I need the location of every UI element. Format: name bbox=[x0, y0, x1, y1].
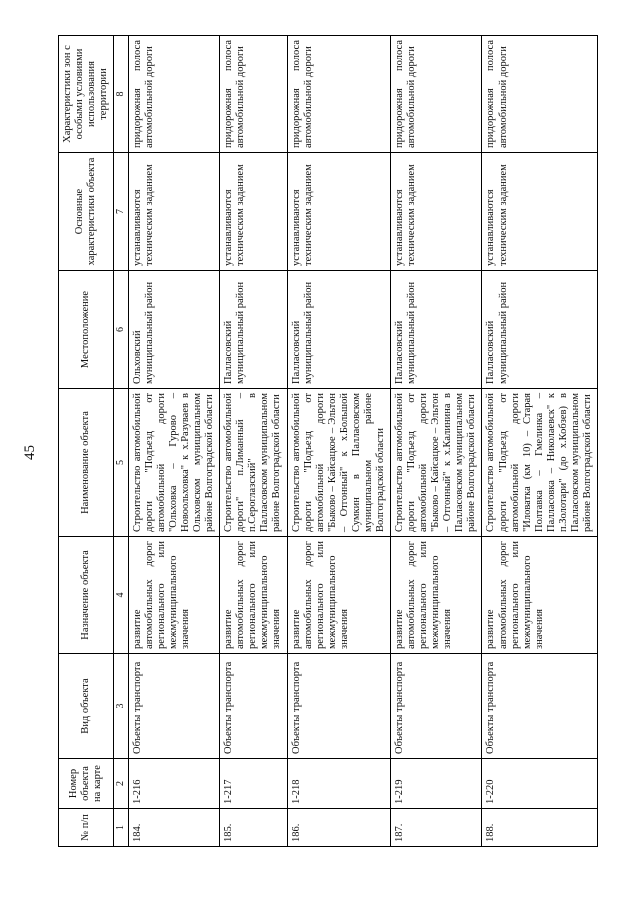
table-row bbox=[287, 36, 391, 847]
zone-characteristics: придорожная полоса автомобильной дороги bbox=[287, 36, 391, 153]
column-number: 5 bbox=[114, 389, 129, 537]
object-characteristics: устанавливаются техническим заданием bbox=[391, 153, 482, 271]
header-cell: Номер объекта на карте bbox=[59, 759, 114, 809]
column-number: 3 bbox=[114, 654, 129, 759]
object-location: Палласовский муниципальный район bbox=[287, 271, 391, 389]
table-row bbox=[391, 36, 482, 847]
column-number: 6 bbox=[114, 271, 129, 389]
table-row bbox=[128, 36, 219, 847]
object-purpose: развитие автомобильных дорог регионального или межмуниципального значения bbox=[482, 537, 598, 654]
object-kind: Объекты транспорта bbox=[287, 654, 391, 759]
table-row bbox=[482, 36, 598, 847]
header-cell: № п/п bbox=[59, 809, 114, 847]
header-cell: Назначение объекта bbox=[59, 537, 114, 654]
object-location: Палласовский муниципальный район bbox=[482, 271, 598, 389]
object-name: Строительство автомобильной дороги "Подъезд от автомобильной дороги "Иловатка (км 10) – Старая Полтавка – Гмелинка – Палласовка – Николаевск" к п.Золотари" (до х.Кобзев) в Палласовском муниципальном районе Волгоградской области bbox=[482, 389, 598, 537]
header-cell: Основные характеристики объекта bbox=[59, 153, 114, 271]
column-number-row bbox=[114, 36, 129, 847]
zone-characteristics: придорожная полоса автомобильной дороги bbox=[128, 36, 219, 153]
object-name: Строительство автомобильной дороги "Подъезд от автомобильной дороги "Быково – Кайсацкое – Эльтон – Отгонный" к х.Калинина в Палласовском муниципальном районе Волгоградской области bbox=[391, 389, 482, 537]
header-cell: Наименование объекта bbox=[59, 389, 114, 537]
object-characteristics: устанавливаются техническим заданием bbox=[128, 153, 219, 271]
column-number: 7 bbox=[114, 153, 129, 271]
row-number: 188. bbox=[482, 809, 598, 847]
header-cell: Характеристики зон с особыми условиями использования территории bbox=[59, 36, 114, 153]
object-purpose: развитие автомобильных дорог регионального или межмуниципального значения bbox=[287, 537, 391, 654]
object-name: Строительство автомобильной дороги "Подъезд от автомобильной дороги "Быково – Кайсацкое – Эльтон – Отгонный" к х.Большой Сумкин в Палласовском муниципальном районе Волгоградской области bbox=[287, 389, 391, 537]
column-number: 4 bbox=[114, 537, 129, 654]
row-number: 187. bbox=[391, 809, 482, 847]
objects-table bbox=[58, 35, 598, 847]
table-row bbox=[220, 36, 287, 847]
object-characteristics: устанавливаются техническим заданием bbox=[482, 153, 598, 271]
map-id: 1-217 bbox=[220, 759, 287, 809]
object-purpose: развитие автомобильных дорог регионального или межмуниципального значения bbox=[220, 537, 287, 654]
object-characteristics: устанавливаются техническим заданием bbox=[287, 153, 391, 271]
zone-characteristics: придорожная полоса автомобильной дороги bbox=[220, 36, 287, 153]
header-cell: Местоположение bbox=[59, 271, 114, 389]
object-purpose: развитие автомобильных дорог регионального или межмуниципального значения bbox=[128, 537, 219, 654]
zone-characteristics: придорожная полоса автомобильной дороги bbox=[482, 36, 598, 153]
column-number: 1 bbox=[114, 809, 129, 847]
row-number: 186. bbox=[287, 809, 391, 847]
object-location: Ольховский муниципальный район bbox=[128, 271, 219, 389]
object-name: Строительство автомобильной дороги" п.Лиманный – п.Сероглазский" в Палласовском муниципальном районе Волгоградской области bbox=[220, 389, 287, 537]
header-cell: Вид объекта bbox=[59, 654, 114, 759]
object-kind: Объекты транспорта bbox=[128, 654, 219, 759]
object-kind: Объекты транспорта bbox=[391, 654, 482, 759]
map-id: 1-220 bbox=[482, 759, 598, 809]
object-purpose: развитие автомобильных дорог регионального или межмуниципального значения bbox=[391, 537, 482, 654]
row-number: 184. bbox=[128, 809, 219, 847]
object-name: Строительство автомобильной дороги "Подъезд от автомобильной дороги "Ольховка – Гурово – Новоольховка" к х.Разуваев в Ольховском муниципальном районе Волгоградской области bbox=[128, 389, 219, 537]
page-number: 45 bbox=[22, 445, 38, 460]
column-number: 2 bbox=[114, 759, 129, 809]
map-id: 1-218 bbox=[287, 759, 391, 809]
object-kind: Объекты транспорта bbox=[482, 654, 598, 759]
map-id: 1-219 bbox=[391, 759, 482, 809]
column-number: 8 bbox=[114, 36, 129, 153]
object-characteristics: устанавливаются техническим заданием bbox=[220, 153, 287, 271]
header-row bbox=[59, 36, 114, 847]
row-number: 185. bbox=[220, 809, 287, 847]
object-location: Палласовский муниципальный район bbox=[220, 271, 287, 389]
zone-characteristics: придорожная полоса автомобильной дороги bbox=[391, 36, 482, 153]
object-kind: Объекты транспорта bbox=[220, 654, 287, 759]
map-id: 1-216 bbox=[128, 759, 219, 809]
object-location: Палласовский муниципальный район bbox=[391, 271, 482, 389]
